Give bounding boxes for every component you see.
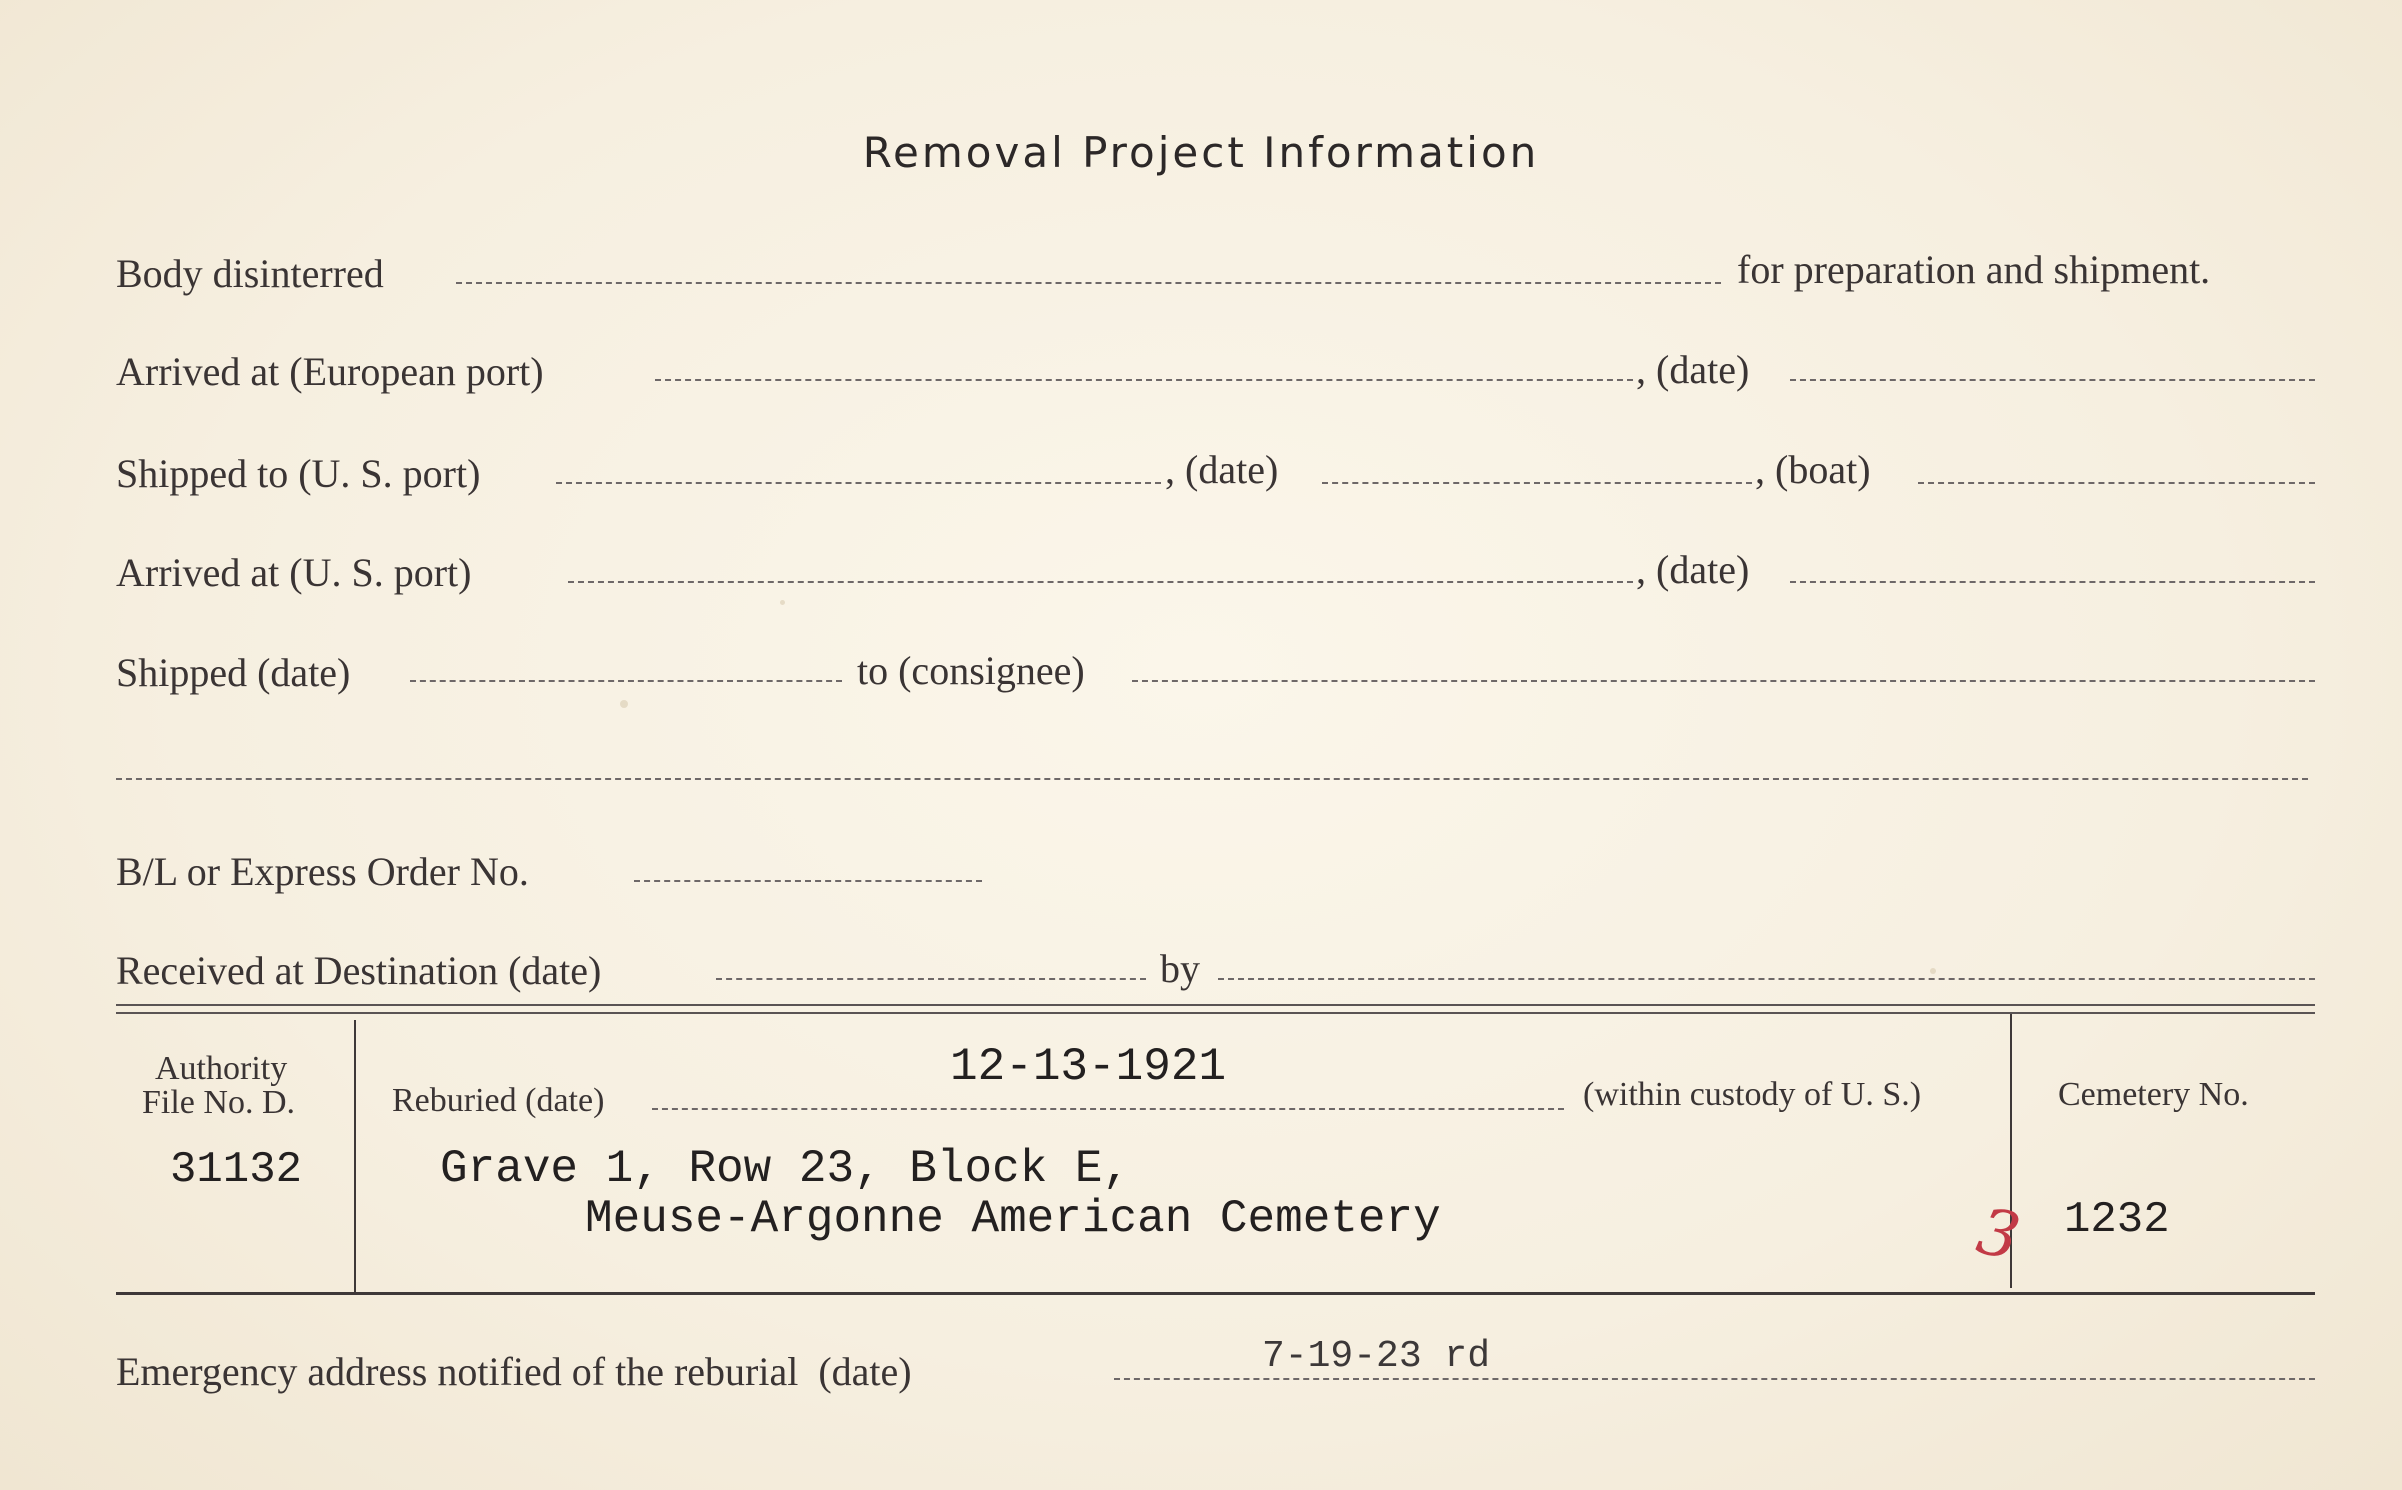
label-cemetery-no: Cemetery No. <box>2058 1076 2249 1113</box>
reburied-date-value: 12-13-1921 <box>950 1041 1227 1093</box>
file-number-value: 31132 <box>170 1145 303 1195</box>
label-within-custody: (within custody of U. S.) <box>1583 1076 1922 1113</box>
label-emergency-address: Emergency address notified of the reburial (date) <box>116 1349 912 1394</box>
field-emergency-date <box>1114 1378 2315 1380</box>
paper-speck <box>1930 968 1936 974</box>
label-reburied-date: Reburied (date) <box>392 1082 605 1119</box>
paper-speck <box>780 600 785 605</box>
field-boat <box>1918 482 2315 484</box>
field-consignee-continued <box>116 778 2308 780</box>
card-title: Removal Project Information <box>862 128 1540 177</box>
field-shipped-date <box>1322 482 1752 484</box>
label-received-destination: Received at Destination (date) <box>116 948 602 993</box>
field-bl-express-order <box>634 880 982 882</box>
label-file-no: File No. D. <box>142 1084 295 1121</box>
box-top-rule-1 <box>116 1004 2315 1006</box>
label-authority: Authority <box>155 1050 288 1087</box>
field-arrived-us-date <box>1790 581 2315 583</box>
label-arrived-us-port: Arrived at (U. S. port) <box>116 550 472 595</box>
box-top-rule-2 <box>116 1012 2315 1014</box>
paper-speck <box>620 700 628 708</box>
grave-location-line2: Meuse-Argonne American Cemetery <box>585 1193 1441 1245</box>
label-shipped-date2: Shipped (date) <box>116 650 351 695</box>
label-consignee: to (consignee) <box>857 648 1085 693</box>
field-european-port <box>655 379 1633 381</box>
field-arrived-us-port <box>568 581 1633 583</box>
label-preparation-shipment: for preparation and shipment. <box>1737 247 2211 292</box>
label-body-disinterred: Body disinterred <box>116 251 384 296</box>
field-body-disinterred <box>456 282 1721 284</box>
field-us-port <box>556 482 1161 484</box>
box-bottom-rule <box>116 1292 2315 1295</box>
cemetery-number-value: 1232 <box>2064 1195 2170 1245</box>
label-bl-express-order: B/L or Express Order No. <box>116 849 529 894</box>
field-shipped-date2 <box>410 680 842 682</box>
grave-location-line1: Grave 1, Row 23, Block E, <box>440 1143 1131 1195</box>
label-received-by: by <box>1160 946 1200 991</box>
red-handwritten-mark: 3 <box>1970 1194 2026 1276</box>
label-arrived-us-date: , (date) <box>1636 547 1750 592</box>
field-consignee <box>1132 680 2315 682</box>
label-shipped-date: , (date) <box>1165 447 1279 492</box>
field-european-date <box>1790 379 2315 381</box>
label-boat: , (boat) <box>1755 447 1871 492</box>
field-reburied-date <box>652 1108 1564 1110</box>
label-european-date: , (date) <box>1636 347 1750 392</box>
field-received-date <box>716 978 1146 980</box>
field-received-by <box>1218 978 2315 980</box>
box-divider-left <box>354 1020 356 1292</box>
label-arrived-european-port: Arrived at (European port) <box>116 349 544 394</box>
emergency-date-value: 7-19-23 rd <box>1262 1335 1491 1378</box>
label-shipped-us-port: Shipped to (U. S. port) <box>116 451 481 496</box>
